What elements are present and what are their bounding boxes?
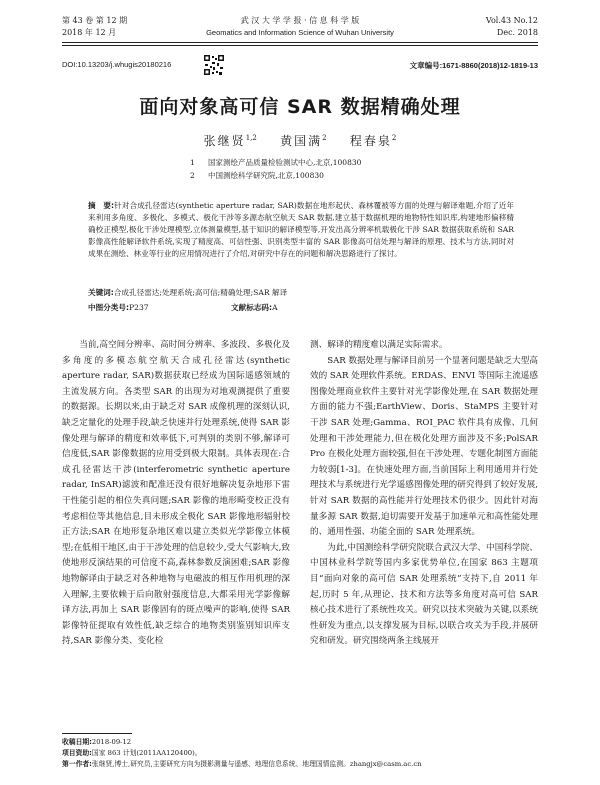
- footnote-rule: [62, 733, 132, 734]
- body-paragraph: SAR 数据处理与解译目前另一个显著问题是缺乏大型高效的 SAR 处理软件系统。ERDAS、ENVI 等国际主流遥感图像处理商业软件主要针对光学影像处理,在 SAR 数据处理方面的能力不强;EarthView、Doris、StaMPS 主要针对干涉 SAR 处理;Gamma、ROI_PAC 软件具有成像、几何处理和干涉处理能力,但在极化处理方面涉及不多;PolSAR Pro 在极化处理方面较强,但在干涉处理、专题化制图方面能力较弱[1-3]。在快速处理方面,当前国际上利用通用并行处理技术与系统进行光学遥感图像处理的研究得到了较好发展,针对 SAR 数据的高性能并行处理技术仍很少。因此针对海量多源 SAR 数据,迫切需要开发基于加速单元和高性能处理的、通用性强、功能全面的 SAR 处理系统。: [310, 355, 538, 538]
- article-number: 文章编号:1671-8860(2018)12-1819-13: [409, 61, 538, 70]
- body-paragraph: 当前,高空间分辨率、高时间分辨率、多波段、多极化及多角度的多模态航空航天合成孔径雷达(synthetic aperture radar, SAR)数据获取已经成为国际遥感领域的主流发展方向。各类型 SAR 的出现为对地观测提供了重要的数据源。长期以来,由于缺乏对 SAR 成像机理的深刻认识,缺乏定量化的处理手段,缺乏快速并行处理系统,使得 SAR 影像处理与解译的精度和效率低下,可判别的类别不够,解译可信度低,SAR 影像数据的应用受到极大限制。具体表现在:合成孔径雷达干涉(interferometric synthetic aperture radar, InSAR)滤波和配准还没有很好地解决复杂地形下雷干性能引起的相位失真问题;SAR 影像的地形畸变校正没有考虑相位等其他信息,目未形成全极化 SAR 影像地形辐射校正方法;SAR 在地形复杂地区难以建立类似光学影像立体模型;在低相干地区,由于干涉处理的信息较少,受大气影响大,致使地形反演结果的可信度不高,森林参数反演困难;SAR 影像地物解译由于缺乏对各种地物与电磁波的相互作用机理的深入理解,主要依赖于后向散射强度信息,大都采用光学影像解译方法,再加上 SAR 影像固有的斑点噪声的影响,使得 SAR 影像特征提取有效性低,缺乏综合的地物类别鉴别知识库支持,SAR 影像分类、变化检: [62, 340, 290, 647]
- body-column-left: [62, 338, 290, 650]
- keywords-label: 关键词:: [88, 288, 114, 297]
- affiliation: [190, 170, 324, 181]
- footnote-label: 项目资助:: [62, 749, 92, 757]
- paper-title: 面向对象高可信 SAR 数据精确处理: [139, 96, 461, 118]
- author-list: [62, 132, 538, 149]
- doi: DOI:10.13203/j.whugis20180216: [62, 60, 172, 69]
- doc-code-label: 文献标志码:: [231, 303, 273, 312]
- author-affil-mark: 2: [391, 134, 397, 142]
- affiliation-text: 中国测绘科学研究院,北京,100830: [208, 171, 324, 180]
- abstract: [88, 200, 514, 260]
- running-header-right: [440, 15, 538, 39]
- author-affil-mark: 2: [322, 134, 327, 142]
- footnote-text: 2018-09-12: [91, 738, 132, 746]
- footnotes: [62, 737, 538, 770]
- footnote-text: 国家 863 计划(2011AA120400)。: [91, 749, 202, 757]
- affiliation-number: 1: [190, 158, 195, 167]
- affiliation-text: 国家测绘产品质量检验测试中心,北京,100830: [208, 158, 362, 167]
- affiliation: [190, 157, 361, 168]
- footnote-received: [62, 737, 538, 748]
- body-paragraph: 为此,中国测绘科学研究院联合武汉大学、中国科学院、中国林业科学院等国内多家优势单位,在国家 863 主题项目“面向对象的高可信 SAR 处理系统”支持下,自 2011 年起,历时 5 年,从理论、技术和方法等多角度对高可信 SAR 核心技术进行了系统性攻关。研究以技术突破为关键,以系统性研发为重点,以支撑发展为目标,以联合攻关为手段,并展研究和研发。研究围绕两条主线展开: [310, 542, 538, 647]
- date-cn: 2018 年 12 月: [62, 28, 117, 37]
- volume-issue-en: Vol.43 No.12: [485, 16, 538, 25]
- author-name: 黄国满: [280, 134, 323, 148]
- date-en: Dec. 2018: [496, 28, 538, 37]
- volume-issue-cn: 第 43 卷 第 12 期: [62, 16, 128, 25]
- clc-label: 中图分类号:: [88, 303, 130, 312]
- footnote-first-author: [62, 759, 538, 770]
- running-header-left: [62, 15, 172, 39]
- abstract-text: 针对合成孔径雷达(synthetic aperture radar, SAR)数据在地形起伏、森林覆被等方面的处理与解译难题,介绍了近年来利用多角度、多极化、多模式、极化干涉等多源态航空航天 SAR 数据,建立基于数据机理的地物特性知识库,构建地形偏移精确校正模型,极化干涉处理模型,立体测量模型,基于知识的解译模型等,开发出高分辨率机载极化干涉 SAR 数据获取系统和 SAR 影像高性能解译软件系统,实现了精度高、可信性强、识别类型丰富的 SAR 影像高可信处理与解译的原理、技术与方法,同时对成果在测绘、林业等行业的应用情况进行了介绍,对研究中存在的问题和解决思路进行了探讨。: [88, 201, 514, 258]
- header-rule-thin: [62, 45, 538, 46]
- abstract-label: 摘 要:: [88, 201, 115, 210]
- author-affil-mark: 1,2: [245, 134, 257, 142]
- author-name: 程春泉: [349, 134, 392, 148]
- footnote-label: 收稿日期:: [62, 738, 92, 746]
- header-rule: [62, 42, 538, 43]
- clc-value: P237: [129, 303, 149, 312]
- classification-line: [88, 302, 514, 314]
- qr-code-icon: [203, 54, 225, 76]
- footnote-funding: [62, 748, 538, 759]
- author-name: 张继贤: [203, 134, 246, 148]
- body-paragraph: 测、解译的精度难以满足实际需求。: [310, 340, 448, 350]
- journal-name-en: Geomatics and Information Science of Wuhan University: [206, 28, 394, 37]
- keywords-text: 合成孔径雷达;处理系统;高可信;精确处理;SAR 解译: [113, 288, 288, 297]
- footnote-label: 第一作者:: [62, 760, 92, 768]
- affiliation-number: 2: [190, 171, 195, 180]
- footnote-text: 张继贤,博士,研究员,主要研究方向为摄影测量与遥感、地理信息系统、地理国情监测。zhangjx@casm.ac.cn: [91, 760, 422, 768]
- journal-name-cn: 武 汉 大 学 学 报 · 信 息 科 学 版: [240, 16, 360, 25]
- body-column-right: [310, 338, 538, 650]
- running-header-center: [180, 15, 420, 39]
- doc-code-value: A: [272, 303, 278, 312]
- keywords: [88, 287, 514, 299]
